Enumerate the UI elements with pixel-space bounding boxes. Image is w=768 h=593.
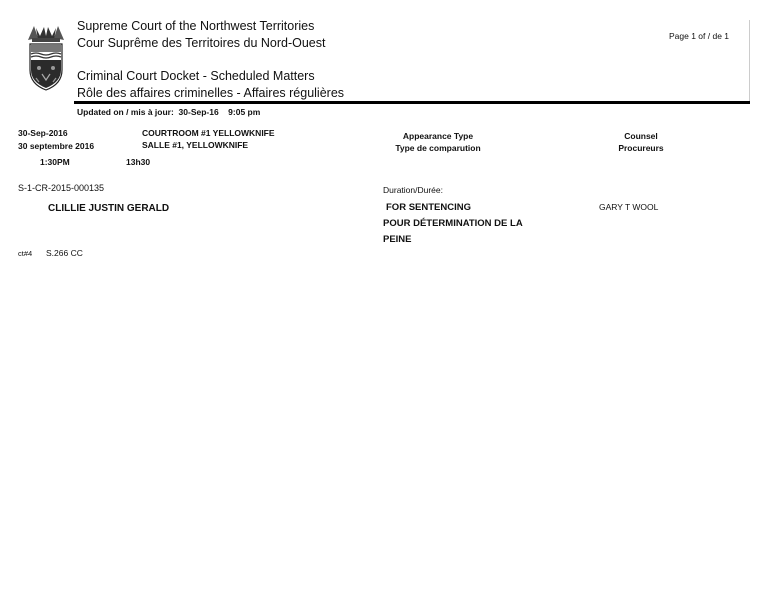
- session-date-fr: 30 septembre 2016: [18, 141, 95, 151]
- updated-label: Updated on / mis à jour:: [77, 107, 174, 117]
- file-number: S-1-CR-2015-000135: [18, 183, 105, 193]
- counsel-name: GARY T WOOL: [599, 202, 659, 212]
- accused-name: CLILLIE JUSTIN GERALD: [48, 203, 170, 214]
- court-name-fr: Cour Suprême des Territoires du Nord-Ouest: [77, 36, 326, 50]
- appearance-type-line2: POUR DÉTERMINATION DE LA: [383, 218, 523, 229]
- session-time-en: 1:30PM: [40, 157, 70, 167]
- header-edge-line: [749, 20, 750, 102]
- counsel-header-en: Counsel: [624, 131, 658, 141]
- session-time-fr: 13h30: [126, 157, 151, 167]
- appearance-type-header-en: Appearance Type: [402, 131, 474, 141]
- counsel-header-fr: Procureurs: [618, 143, 664, 153]
- updated-time: 9:05 pm: [228, 107, 261, 117]
- charge-section: S.266 CC: [46, 248, 83, 258]
- updated-date: 30-Sep-16: [178, 107, 219, 117]
- header-rule: [74, 101, 750, 104]
- appearance-type-line3: PEINE: [383, 234, 412, 245]
- updated-line: [77, 107, 260, 117]
- appearance-type-line1: FOR SENTENCING: [386, 202, 471, 213]
- appearance-type-header-fr: Type de comparution: [395, 143, 481, 153]
- docket-title-en: Criminal Court Docket - Scheduled Matters: [77, 69, 315, 83]
- duration-label: Duration/Durée:: [383, 185, 444, 195]
- courtroom-en: COURTROOM #1 YELLOWKNIFE: [142, 128, 275, 138]
- court-name-en: Supreme Court of the Northwest Territories: [77, 19, 315, 33]
- docket-title-fr: Rôle des affaires criminelles - Affaires régulières: [77, 86, 345, 100]
- courtroom-fr: SALLE #1, YELLOWKNIFE: [142, 140, 249, 150]
- page-number: Page 1 of / de 1: [669, 31, 730, 41]
- session-date-en: 30-Sep-2016: [18, 128, 68, 138]
- nwt-coat-of-arms-logo: [26, 22, 66, 92]
- count-label: ct#4: [18, 249, 33, 258]
